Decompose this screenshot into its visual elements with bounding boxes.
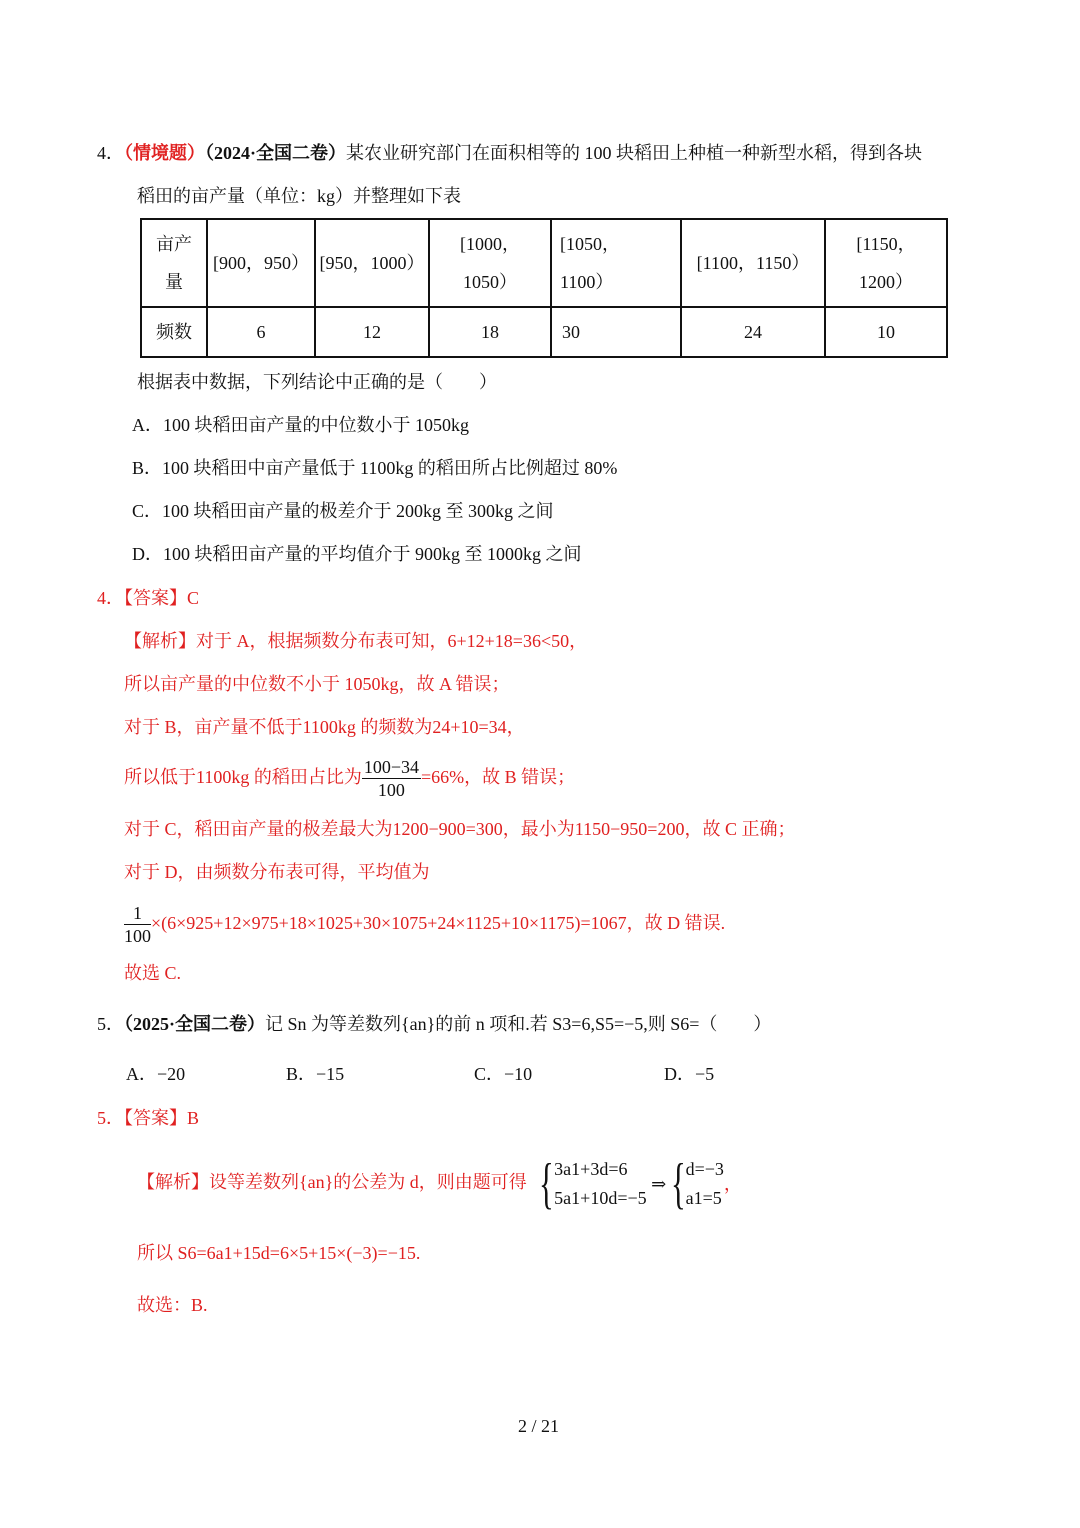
- q5-solution-3: 故选：B.: [137, 1295, 208, 1315]
- q5-source: （2025·全国二卷）: [124, 1014, 266, 1034]
- table-cell: [1000， 1050）: [429, 219, 551, 307]
- q4-answer: 4．【答案】C: [97, 588, 200, 608]
- table-cell: [1100，1150）: [681, 219, 825, 307]
- q5-stem: [97, 1012, 771, 1036]
- q5-solution-2: 所以 S6=6a1+15d=6×5+15×(−3)=−15.: [137, 1243, 421, 1263]
- fraction: $\frac{1}{100}$: [124, 903, 151, 947]
- q5-solution-1: 【解析】设等差数列{an}的公差为 d，则由题可得 {3a1+3d=6 5a1+10d=−5 ⇒ {d=−3 a1=5，: [137, 1152, 742, 1215]
- table-cell: [900，950）: [207, 219, 315, 307]
- table-cell: 10: [825, 307, 947, 357]
- table-cell: [1050， 1100）: [551, 219, 681, 307]
- q5-option-b: B．−15: [286, 1064, 345, 1084]
- q4-solution-3: 对于 B，亩产量不低于1100kg 的频数为24+10=34，: [124, 717, 525, 737]
- table-cell: 6: [207, 307, 315, 357]
- table-cell: [950，1000）: [315, 219, 429, 307]
- frequency-table: [140, 218, 948, 358]
- q4-option-a: A．100 块稻田亩产量的中位数小于 1050kg: [132, 415, 469, 435]
- q4-solution-1: 【解析】对于 A，根据频数分布表可知，6+12+18=36<50，: [124, 631, 588, 651]
- q4-solution-5: 对于 C，稻田亩产量的极差最大为1200−900=300，最小为1150−950=200，故 C 正确；: [124, 819, 796, 839]
- table-cell: 24: [681, 307, 825, 357]
- q5-number: 5．: [97, 1014, 124, 1034]
- table-cell: 12: [315, 307, 429, 357]
- q4-option-b: B．100 块稻田中亩产量低于 1100kg 的稻田所占比例超过 80%: [132, 458, 618, 478]
- q4-number: 4．: [97, 143, 124, 163]
- q5-option-d: D．−5: [664, 1064, 715, 1084]
- q4-solution-2: 所以亩产量的中位数不小于 1050kg，故 A 错误；: [124, 674, 510, 694]
- q4-solution-7: $\frac{1}{100}$ ×(6×925+12×975+18×1025+30×1075+24×1125+10×1175)=1067，故 D 错误.: [124, 903, 726, 947]
- q4-tag: （情境题）: [124, 143, 205, 163]
- fraction: $\frac{100-34}{100}$: [363, 757, 419, 801]
- q4-option-d: D．100 块稻田亩产量的平均值介于 900kg 至 1000kg 之间: [132, 544, 582, 564]
- equation-system: {3a1+3d=6 5a1+10d=−5 ⇒ {d=−3 a1=5，: [539, 1152, 742, 1215]
- q4-solution-8: 故选 C.: [124, 963, 182, 983]
- table-row: [141, 307, 947, 357]
- q5-answer: 5．【答案】B: [97, 1108, 200, 1128]
- q5-option-a: A．−20: [126, 1064, 186, 1084]
- q4-source: （2024·全国二卷）: [205, 143, 347, 163]
- q4-option-c: C．100 块稻田亩产量的极差介于 200kg 至 300kg 之间: [132, 501, 554, 521]
- q4-stem: 某农业研究部门在面积相等的 100 块稻田上种植一种新型水稻，得到各块: [346, 143, 923, 163]
- q4-stem-line2: 稻田的亩产量（单位：kg）并整理如下表: [137, 186, 461, 206]
- table-header-yield: 亩产 量: [141, 219, 207, 307]
- q4-solution-6: 对于 D，由频数分布表可得，平均值为: [124, 862, 430, 882]
- q5-option-c: C．−10: [474, 1064, 533, 1084]
- table-cell: 30: [551, 307, 681, 357]
- table-row: [141, 219, 947, 307]
- q4-solution-4: 所以低于1100kg 的稻田占比为 $\frac{100-34}{100}$ =66%，故 B 错误；: [124, 757, 576, 801]
- q4-stem-line1: [97, 141, 922, 165]
- table-cell: [1150， 1200）: [825, 219, 947, 307]
- q5-stem-text: 记 Sn 为等差数列{an}的前 n 项和.若 S3=6,S5=−5,则 S6=（ ）: [265, 1014, 772, 1034]
- q4-prompt: 根据表中数据，下列结论中正确的是（ ）: [137, 372, 497, 392]
- table-header-frequency: 频数: [141, 307, 207, 357]
- page-number: 2 / 21: [518, 1416, 560, 1436]
- table-cell: 18: [429, 307, 551, 357]
